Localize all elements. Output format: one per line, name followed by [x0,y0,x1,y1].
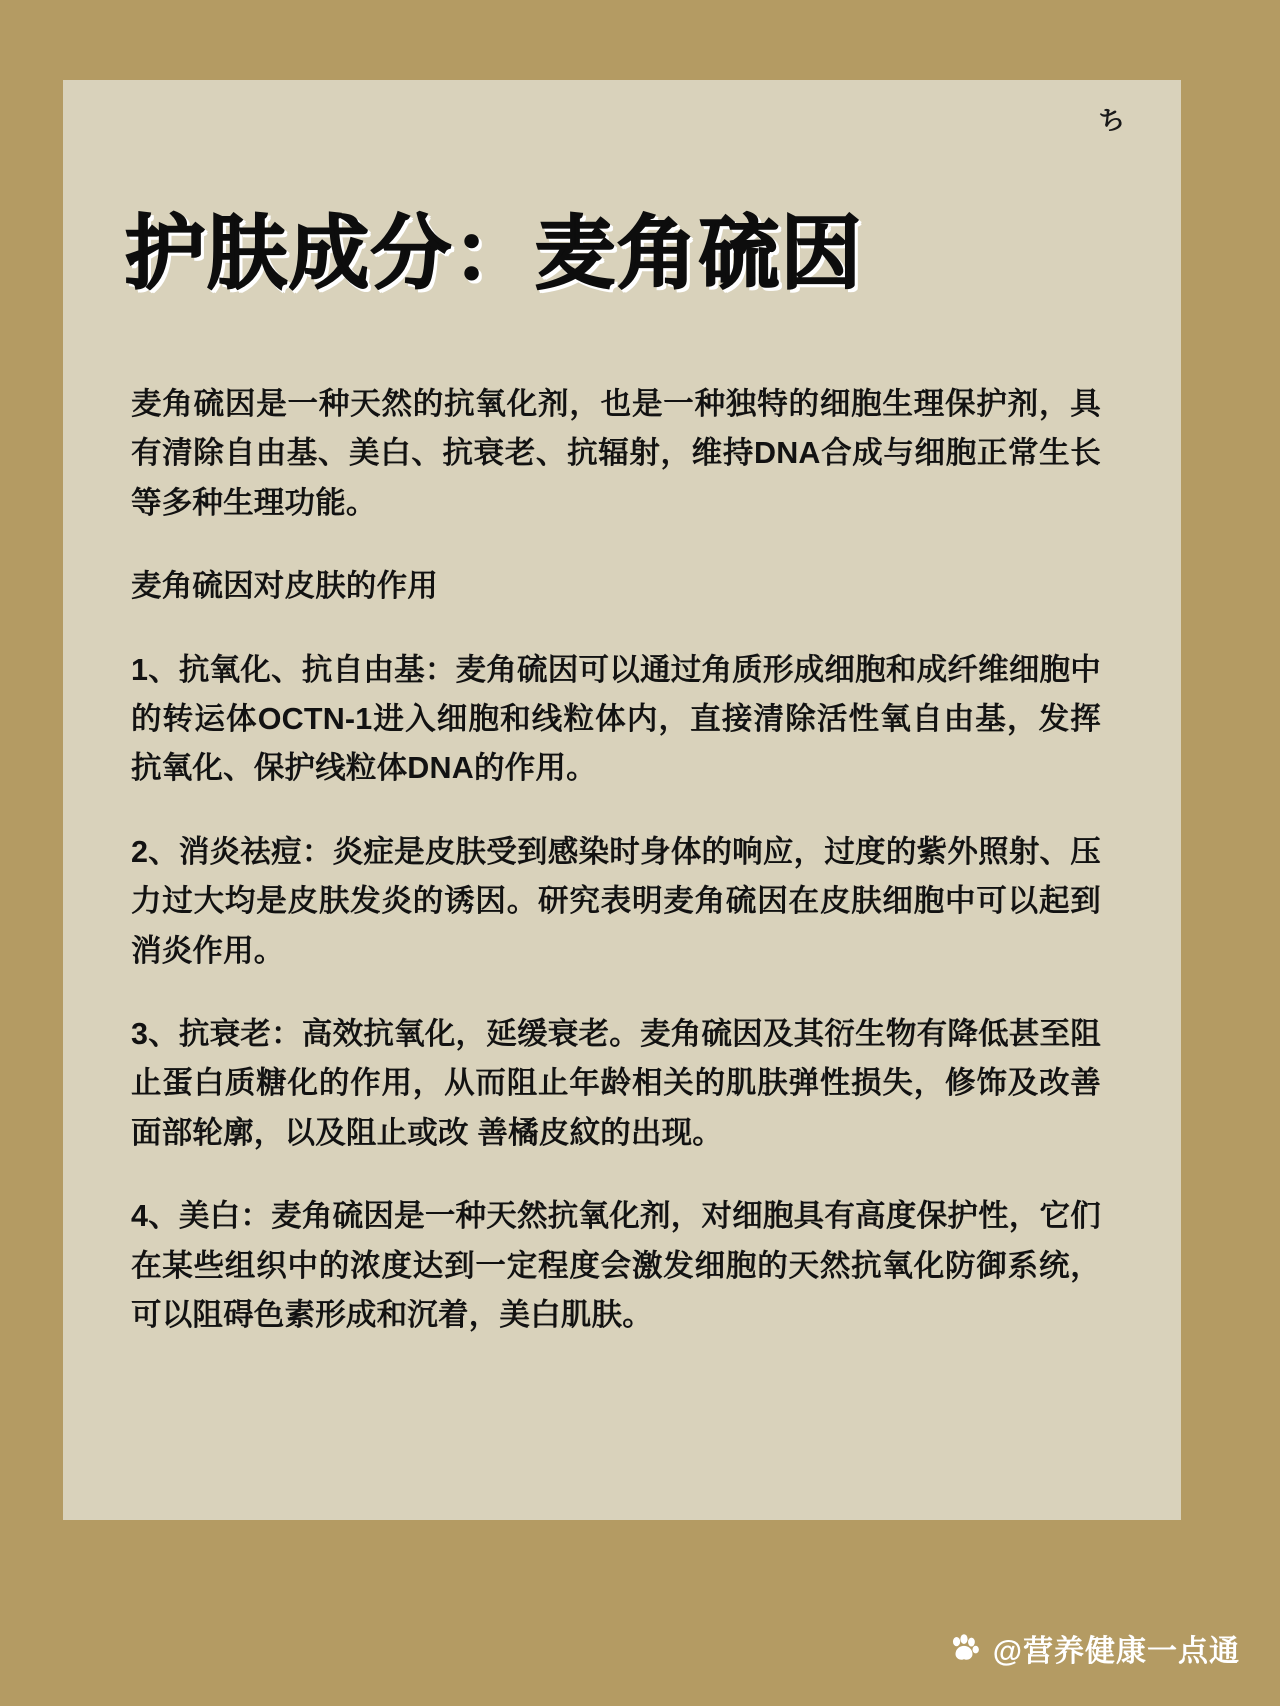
page-title: 护肤成分：麦角硫因 [125,209,863,298]
paragraph-intro: 麦角硫因是一种天然的抗氧化剂，也是一种独特的细胞生理保护剂，具有清除自由基、美白、抗衰老、抗辐射，维持DNA合成与细胞正常生长等多种生理功能。 [131,387,1101,520]
paragraph-item-2: 2、消炎祛痘：炎症是皮肤受到感染时身体的响应，过度的紫外照射、压力过大均是皮肤发炎的诱因。研究表明麦角硫因在皮肤细胞中可以起到消炎作用。 [131,834,1101,968]
paragraph-section-heading: 麦角硫因对皮肤的作用 [131,569,438,604]
article-body [131,380,1101,1375]
footer-handle: @营养健康一点通 [992,1635,1240,1668]
paragraph-item-1: 1、抗氧化、抗自由基：麦角硫因可以通过角质形成细胞和成纤维细胞中的转运体OCTN-1进入细胞和线粒体内，直接清除活性氧自由基，发挥抗氧化、保护线粒体DNA的作用。 [131,652,1101,786]
corner-mark: ち [1097,104,1127,138]
paw-icon [947,1631,981,1665]
paragraph-item-3: 3、抗衰老：高效抗氧化，延缓衰老。麦角硫因及其衍生物有降低甚至阻止蛋白质糖化的作用，从而阻止年龄相关的肌肤弹性损失，修饰及改善面部轮廓，以及阻止或改 善橘皮紋的出现。 [131,1017,1101,1150]
content-card [63,80,1181,1520]
footer-watermark [947,1626,1240,1670]
paragraph-item-4: 4、美白：麦角硫因是一种天然抗氧化剂，对细胞具有高度保护性，它们在某些组织中的浓度达到一定程度会激发细胞的天然抗氧化防御系统，可以阻碍色素形成和沉着，美白肌肤。 [131,1199,1101,1333]
